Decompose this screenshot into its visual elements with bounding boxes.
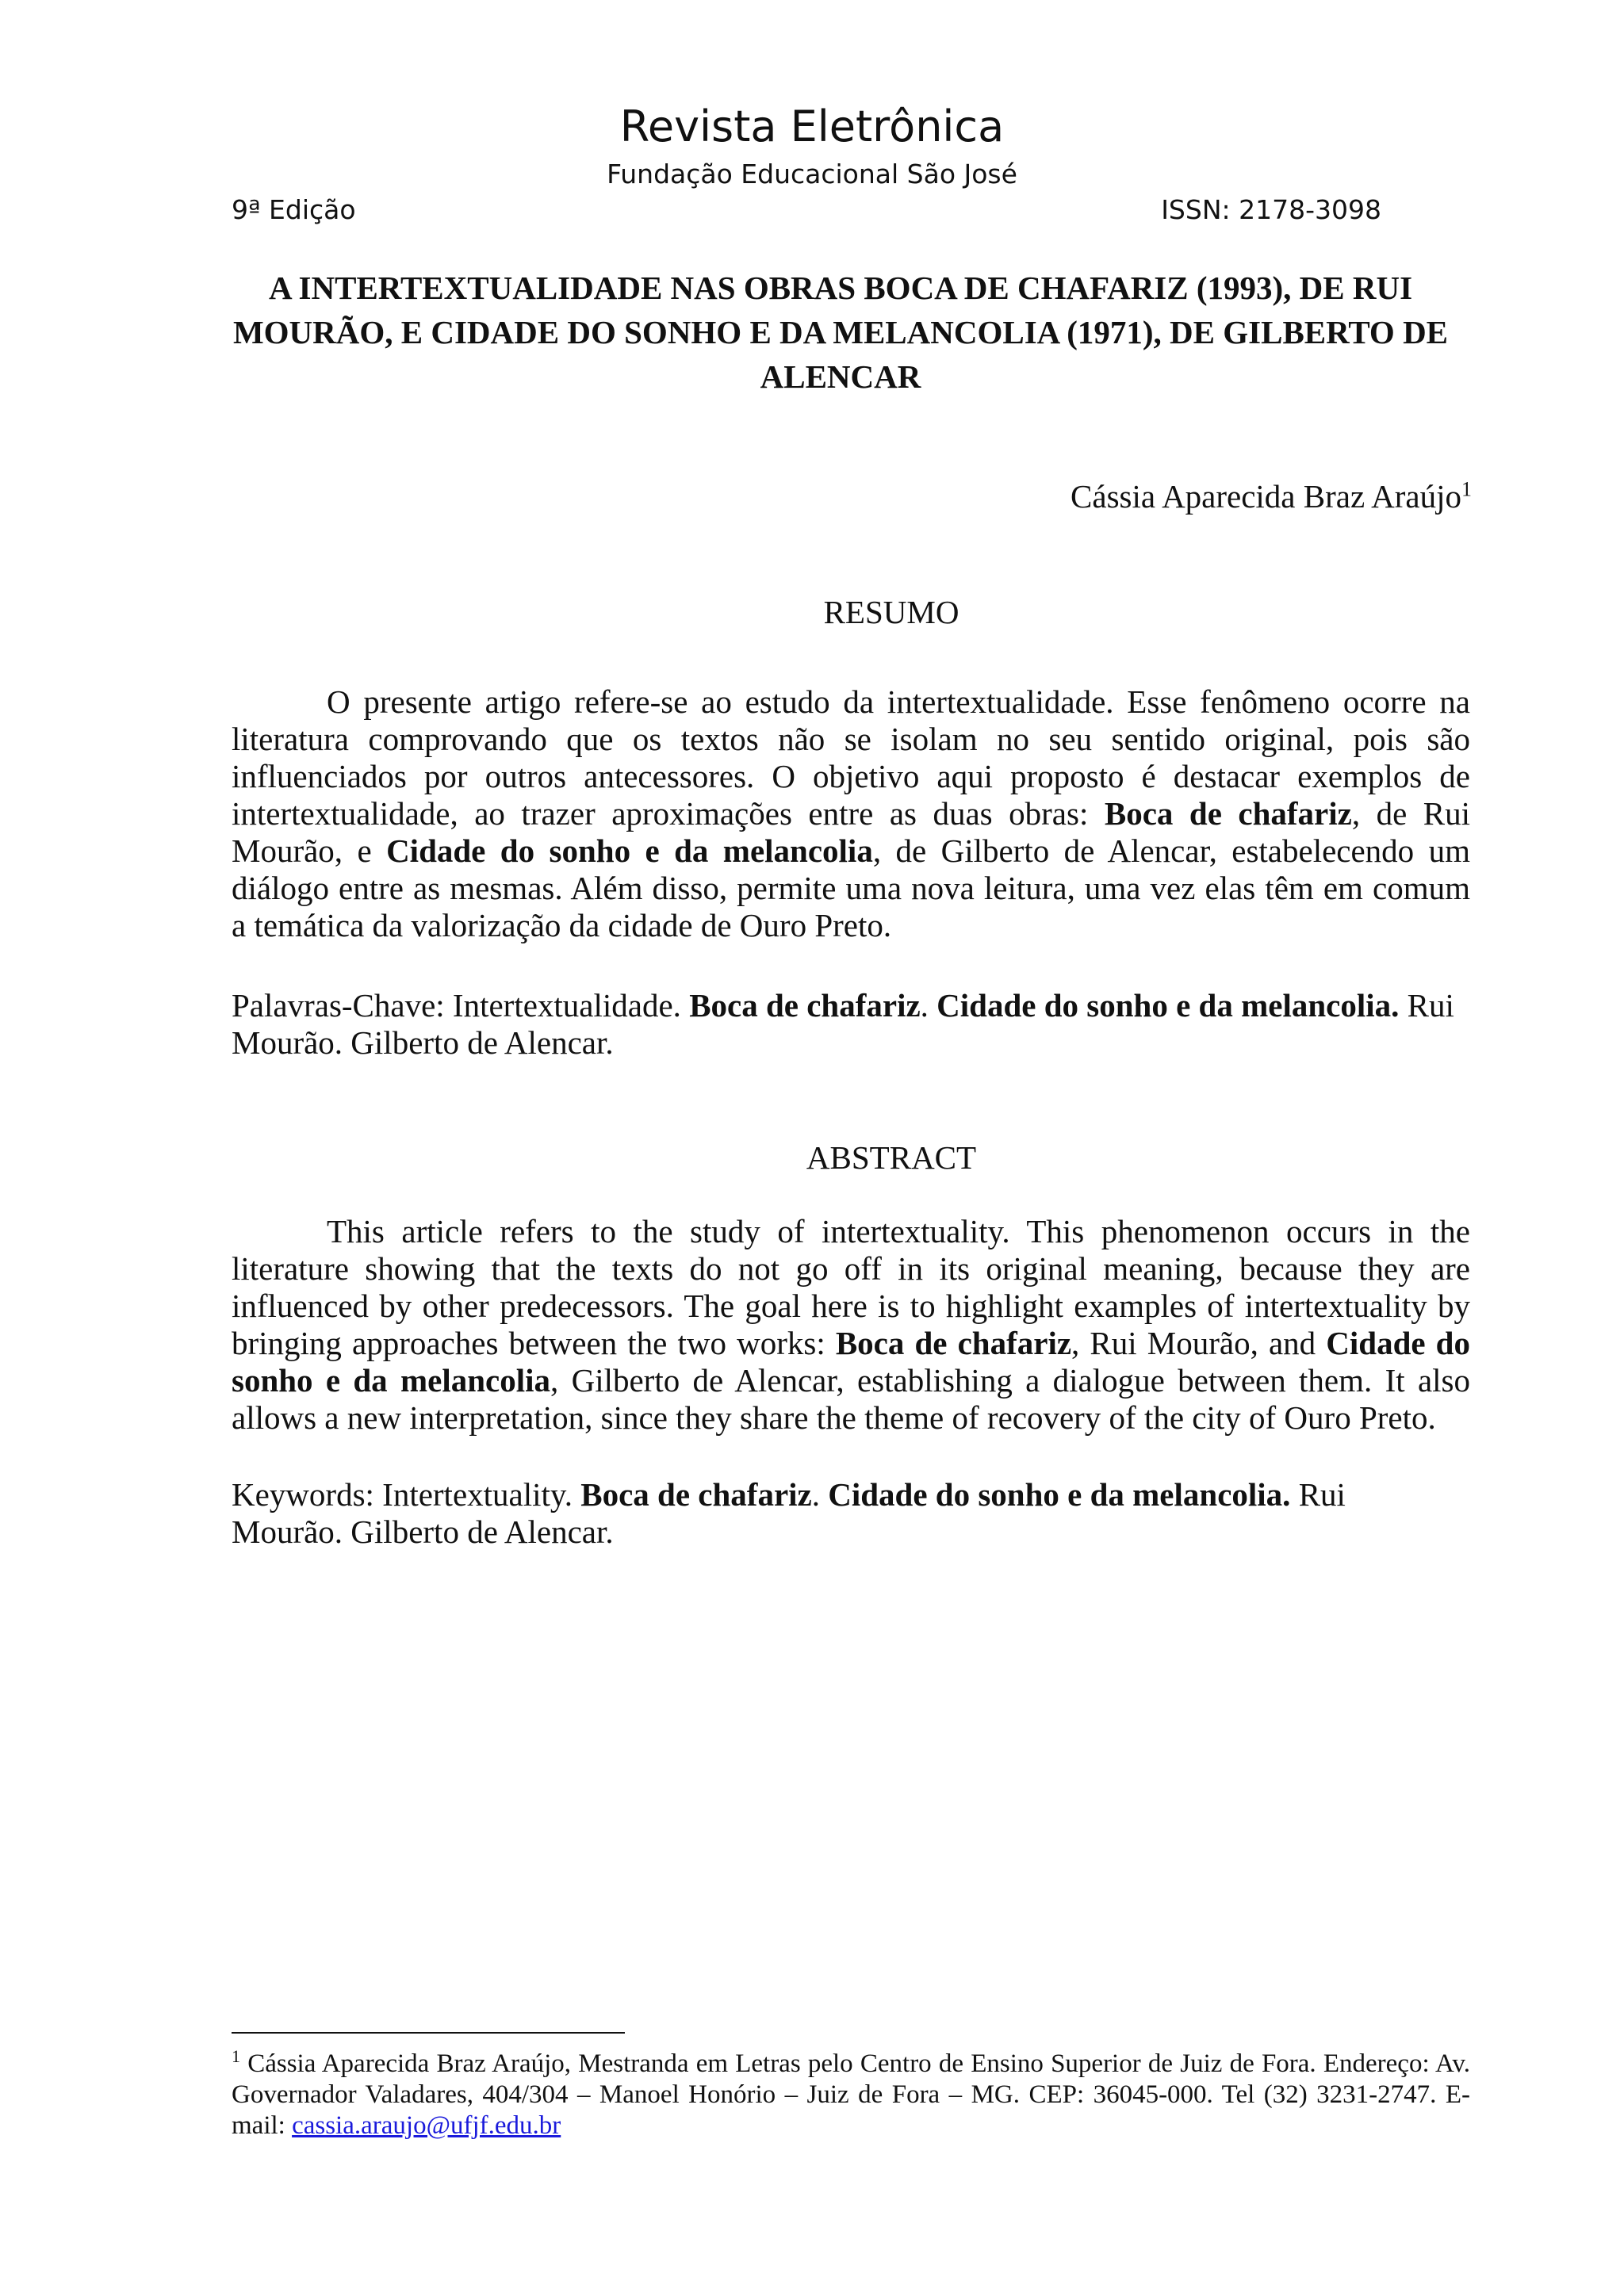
author-name-text: Cássia Aparecida Braz Araújo	[1071, 478, 1461, 515]
journal-subtitle: Fundação Educacional São José	[607, 159, 1017, 189]
article-title-line1: A INTERTEXTUALIDADE NAS OBRAS BOCA DE CHAFARIZ (1993), DE RUI	[268, 270, 1413, 306]
keywords-pt-rest: Rui Mourão. Gilberto de Alencar.	[232, 987, 1454, 1061]
abstract-work-2: Cidade do sonho e da melancolia	[232, 1325, 1470, 1399]
article-title-line3: ALENCAR	[760, 358, 921, 395]
keywords-en	[232, 1476, 1470, 1551]
edition-label: 9ª Edição	[232, 194, 356, 225]
keywords-pt-label: Palavras-Chave: Intertextualidade.	[232, 987, 690, 1024]
journal-title: Revista Eletrônica	[619, 101, 1005, 151]
abstract-heading: ABSTRACT	[806, 1139, 977, 1176]
keywords-pt-work-2: Cidade do sonho e da melancolia.	[936, 987, 1400, 1024]
abstract-work-1: Boca de chafariz	[835, 1325, 1072, 1361]
keywords-en-rest-1: Rui	[1290, 1476, 1346, 1513]
keywords-en-work-1: Boca de chafariz	[580, 1476, 812, 1513]
footnote-mark: 1	[232, 2046, 240, 2066]
abstract-text-1: This article refers to the study of intertextuality. This phenomenon occurs in the literature showing that the texts do not go off in its original meaning, because they are influenced by other predecessors. The goal here is to highlight examples of intertextuality by bringing approaches between the two works:	[232, 1213, 1470, 1361]
issn-label: ISSN: 2178-3098	[1161, 194, 1381, 225]
resumo-text-2: , de Rui Mourão, e	[232, 795, 1471, 869]
abstract-text-3: , Gilberto de Alencar, establishing a dialogue between them. It also allows a new interpretation, since they share the theme of recovery of the city of Ouro Preto.	[232, 1362, 1470, 1436]
resumo-work-1: Boca de chafariz	[1104, 795, 1352, 832]
abstract-paragraph	[232, 1213, 1470, 1437]
keywords-en-sep: .	[811, 1476, 829, 1513]
keywords-en-rest-2: Mourão. Gilberto de Alencar.	[232, 1513, 614, 1550]
author-name	[1071, 474, 1472, 519]
keywords-pt-sep: .	[920, 987, 937, 1024]
email-link[interactable]: cassia.araujo@ufjf.edu.br	[292, 2111, 561, 2140]
keywords-en-label: Keywords: Intertextuality.	[232, 1476, 581, 1513]
keywords-pt	[232, 987, 1470, 1062]
article-title-line2: MOURÃO, E CIDADE DO SONHO E DA MELANCOLIA (1971), DE GILBERTO DE	[232, 314, 1449, 350]
resumo-text-3: , de Gilberto de Alencar, estabelecendo um diálogo entre as mesmas. Além disso, permite uma nova leitura, uma vez elas têm em comum a temática da valorização da cidade de Ouro Preto.	[232, 832, 1470, 943]
resumo-paragraph	[232, 683, 1470, 944]
footnote-separator	[232, 2032, 625, 2034]
keywords-pt-work-1: Boca de chafariz	[689, 987, 921, 1024]
footnote-text: Cássia Aparecida Braz Araújo, Mestranda em Letras pelo Centro de Ensino Superior de Juiz de Fora. Endereço: Av. Governador Valadares, 404/304 – Manoel Honório – Juiz de Fora – MG. CEP: 36045-000. Tel (32) 3231-2747. E-mail:	[232, 2049, 1470, 2140]
resumo-heading: RESUMO	[823, 594, 959, 630]
abstract-text-2: , Rui Mourão, and	[1071, 1325, 1327, 1361]
footnote	[232, 2046, 1470, 2141]
article-title	[222, 266, 1459, 399]
keywords-en-work-2: Cidade do sonho e da melancolia.	[828, 1476, 1291, 1513]
resumo-work-2: Cidade do sonho e da melancolia	[386, 832, 873, 869]
resumo-text-1: O presente artigo refere-se ao estudo da intertextualidade. Esse fenômeno ocorre na literatura comprovando que os textos não se isolam no seu sentido original, pois são influenciados por outros antecessores. O objetivo aqui proposto é destacar exemplos de intertextualidade, ao trazer aproximações entre as duas obras:	[232, 683, 1470, 832]
author-footnote-mark: 1	[1461, 477, 1472, 501]
